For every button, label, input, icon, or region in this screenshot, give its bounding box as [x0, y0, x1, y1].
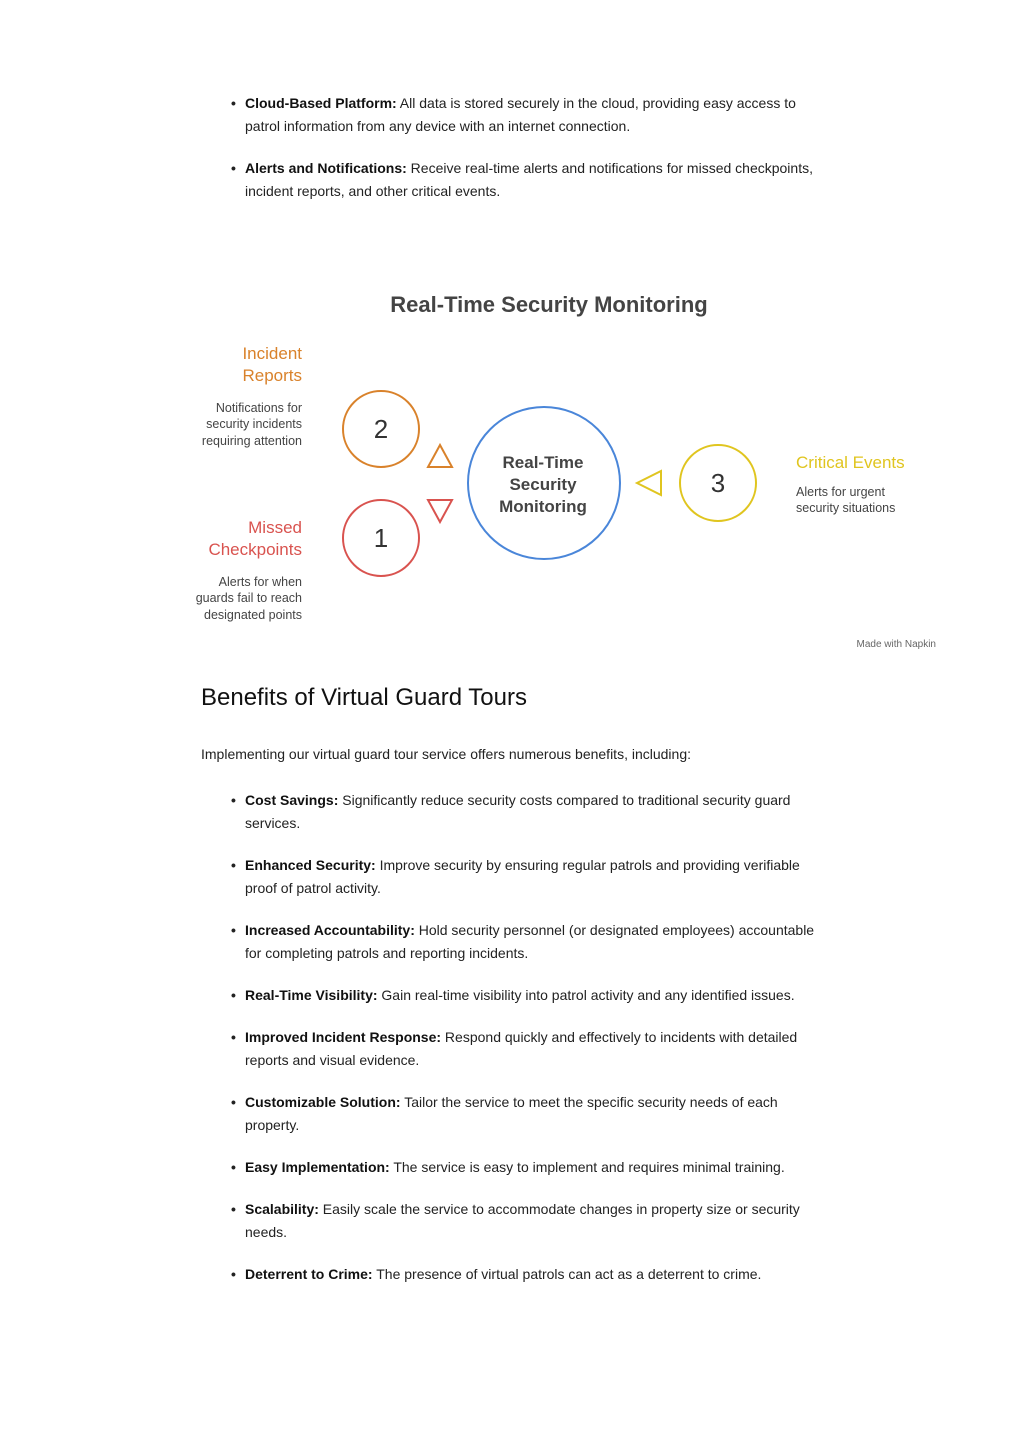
svg-text:requiring attention: requiring attention	[201, 434, 302, 448]
monitoring-diagram	[0, 270, 1023, 660]
svg-text:guards fail to reach: guards fail to reach	[195, 591, 302, 605]
list-item: • Scalability: Easily scale the service to accommodate changes in property size or security needs.	[231, 1198, 821, 1244]
list-item: • Easy Implementation: The service is easy to implement and requires minimal training.	[231, 1156, 821, 1179]
svg-text:Critical Events: Critical Events	[796, 453, 905, 472]
triangle-left-icon	[637, 471, 661, 495]
svg-text:3: 3	[710, 468, 726, 498]
svg-text:2: 2	[373, 414, 389, 444]
critical-events-node	[637, 445, 905, 521]
svg-text:Incident: Incident	[242, 344, 302, 363]
missed-checkpoints-node	[196, 500, 452, 622]
benefits-heading: Benefits of Virtual Guard Tours	[201, 684, 527, 711]
list-item: • Alerts and Notifications: Receive real-time alerts and notifications for missed checkpoints, incident reports, and other critical events.	[231, 157, 821, 203]
svg-text:Notifications for: Notifications for	[215, 401, 302, 415]
benefits-intro: Implementing our virtual guard tour service offers numerous benefits, including:	[201, 746, 691, 762]
svg-text:designated points: designated points	[204, 608, 302, 622]
svg-text:Reports: Reports	[242, 366, 302, 385]
svg-text:security incidents: security incidents	[206, 417, 302, 431]
list-item: • Enhanced Security: Improve security by ensuring regular patrols and providing verifiable proof of patrol activity.	[231, 854, 821, 900]
list-item: • Real-Time Visibility: Gain real-time visibility into patrol activity and any identified issues.	[231, 984, 821, 1007]
list-item: • Improved Incident Response: Respond quickly and effectively to incidents with detailed reports and visual evidence.	[231, 1026, 821, 1072]
svg-text:Alerts for urgent: Alerts for urgent	[796, 485, 885, 499]
svg-text:1: 1	[373, 523, 389, 553]
triangle-up-icon	[428, 445, 452, 467]
list-item: • Deterrent to Crime: The presence of virtual patrols can act as a deterrent to crime.	[231, 1263, 821, 1286]
list-item: • Increased Accountability: Hold security personnel (or designated employees) accountable for completing patrols and reporting incidents.	[231, 919, 821, 965]
svg-text:security situations: security situations	[796, 501, 896, 515]
center-node	[468, 407, 620, 559]
diagram-title: Real-Time Security Monitoring	[390, 292, 708, 317]
triangle-down-icon	[428, 500, 452, 522]
svg-text:Monitoring: Monitoring	[499, 497, 587, 516]
svg-text:Checkpoints: Checkpoints	[208, 540, 302, 559]
svg-text:Real-Time: Real-Time	[502, 453, 584, 472]
incident-reports-node	[202, 344, 452, 467]
list-item: • Cloud-Based Platform: All data is stored securely in the cloud, providing easy access to patrol information from any device with an internet connection.	[231, 92, 821, 138]
benefits-list	[231, 789, 821, 1305]
feature-list	[231, 92, 821, 222]
list-item: • Customizable Solution: Tailor the service to meet the specific security needs of each property.	[231, 1091, 821, 1137]
svg-text:Missed: Missed	[248, 518, 302, 537]
napkin-watermark: Made with Napkin	[856, 639, 936, 650]
list-item: • Cost Savings: Significantly reduce security costs compared to traditional security guard services.	[231, 789, 821, 835]
svg-text:Alerts for when: Alerts for when	[218, 575, 302, 589]
svg-text:Security: Security	[509, 475, 577, 494]
